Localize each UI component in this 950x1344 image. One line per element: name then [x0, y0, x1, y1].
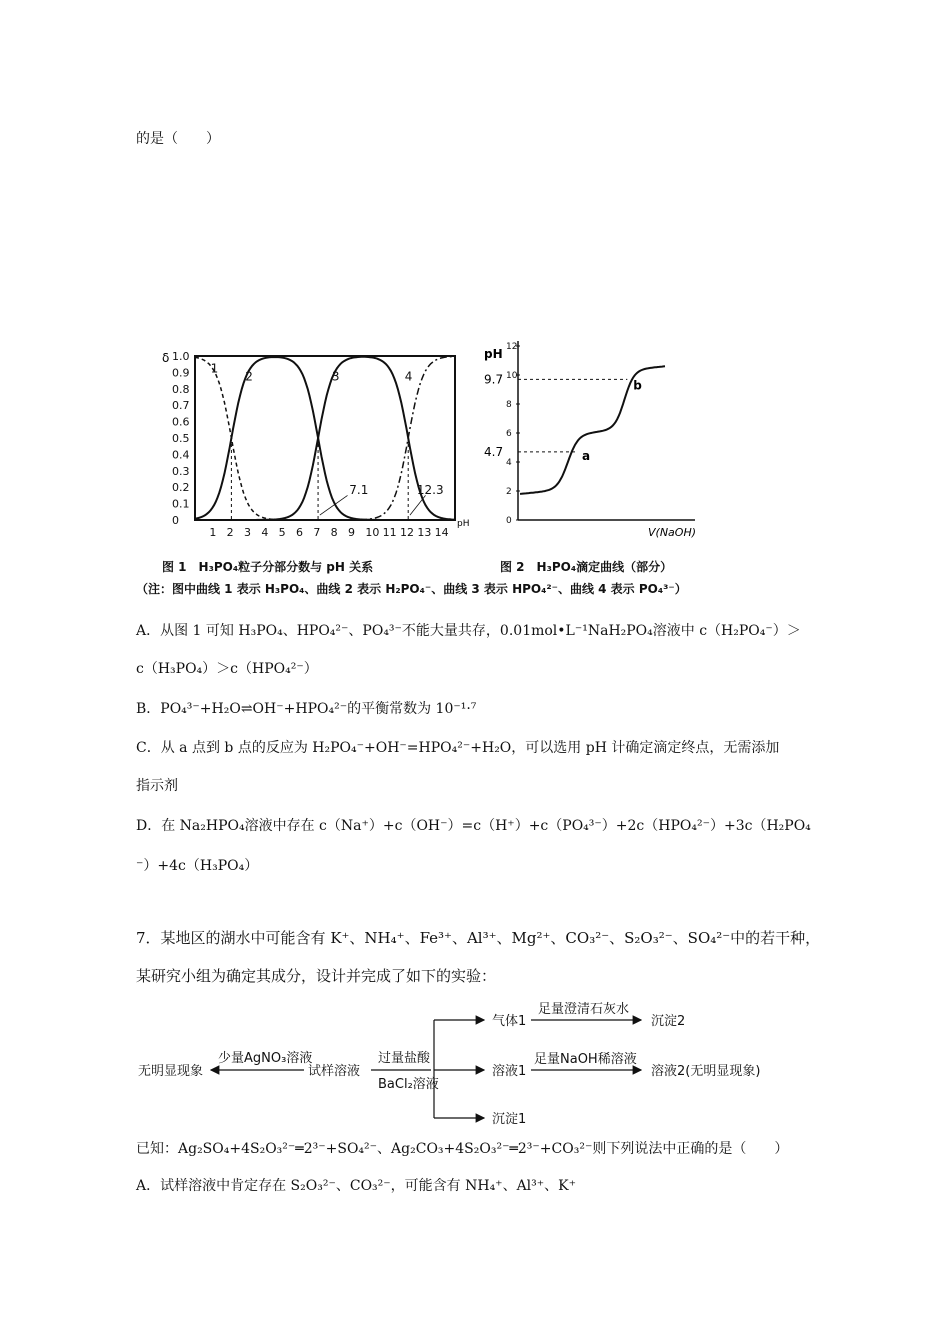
x-tick-label: 4 [261, 526, 269, 539]
x-tick-label: 8 [330, 526, 338, 539]
curve-label: 1 [210, 361, 219, 376]
option-6c-line2: 指示剂 [136, 778, 178, 794]
x-tick-label: 3 [244, 526, 251, 539]
x-tick-label: 11 [382, 526, 397, 539]
y-tick-label: 0.5 [172, 432, 190, 445]
x-tick-label: 5 [278, 526, 286, 539]
x-tick-label: 14 [434, 526, 449, 539]
known-reactions: 已知：Ag₂SO₄+4S₂O₃²⁻═2³⁻+SO₄²⁻、Ag₂CO₃+4S₂O₃²⁻═2³⁻+CO₃²⁻则下列说法中正确的是（ ） [136, 1141, 789, 1157]
x-tick-label: 6 [296, 526, 303, 539]
option-6d-line2: ⁻）+4c（H₃PO₄） [136, 858, 259, 874]
x-tick-label: 12 [400, 526, 414, 539]
solution-1: 溶液1 [492, 1064, 527, 1079]
option-7a: A．试样溶液中肯定存在 S₂O₃²⁻、CO₃²⁻，可能含有 NH₄⁺、Al³⁺、K⁺ [136, 1178, 577, 1194]
y-tick-label: 0.9 [172, 366, 190, 380]
y-symbol: δ [162, 351, 170, 365]
y-tick-label: 0.3 [172, 464, 190, 478]
annotation-7-1: 7.1 [349, 482, 369, 497]
y-tick-label: 2 [506, 487, 512, 497]
value-4-7: 4.7 [484, 444, 504, 459]
precipitate-1: 沉淀1 [492, 1112, 527, 1127]
reagent-bacl2: BaCl₂溶液 [378, 1077, 439, 1092]
figure-2-caption: 图 2 H₃PO₄滴定曲线（部分） [500, 560, 673, 574]
x-tick-label: 2 [226, 526, 234, 539]
left-reagent: 少量AgNO₃溶液 [218, 1051, 313, 1066]
titration-curve [520, 366, 665, 494]
x-tick-label: 1 [209, 526, 217, 539]
option-6d-line1: D．在 Na₂HPO₄溶液中存在 c（Na⁺）+c（OH⁻）=c（H⁺）+c（PO₄³⁻）+2c（HPO₄²⁻）+3c（H₂PO₄ [136, 818, 811, 834]
curve-label: 4 [404, 369, 413, 384]
question-7-line1: 7．某地区的湖水中可能含有 K⁺、NH₄⁺、Fe³⁺、Al³⁺、Mg²⁺、CO₃²⁻、S₂O₃²⁻、SO₄²⁻中的若干种， [136, 929, 821, 947]
question-7-line2: 某研究小组为确定其成分，设计并完成了如下的实验： [136, 967, 497, 985]
y-tick-label: 4 [506, 458, 512, 468]
x-tick-label: 9 [348, 526, 355, 539]
figure-note: （注：图中曲线 1 表示 H₃PO₄、曲线 2 表示 H₂PO₄⁻、曲线 3 表示 HPO₄²⁻、曲线 4 表示 PO₄³⁻） [136, 582, 687, 596]
option-6b: B．PO₄³⁻+H₂O⇌OH⁻+HPO₄²⁻的平衡常数为 10⁻¹·⁷ [136, 701, 477, 717]
figure-1-caption: 图 1 H₃PO₄粒子分部分数与 pH 关系 [162, 560, 374, 574]
x-tick-label: 10 [365, 526, 380, 539]
sample-solution: 试样溶液 [308, 1064, 361, 1079]
left-result: 无明显现象 [138, 1064, 204, 1079]
x-tick-label: 13 [417, 526, 432, 539]
solution-reagent: 足量NaOH稀溶液 [534, 1052, 637, 1067]
curve-label: 3 [331, 369, 340, 384]
x-label: V(NaOH) [648, 526, 697, 539]
x-unit: pH [457, 519, 470, 529]
y-tick-label: 0 [172, 514, 179, 527]
y-tick-label: 0.2 [172, 481, 190, 495]
y-label: pH [484, 347, 503, 361]
question-stem-end: 的是（ ） [136, 131, 220, 147]
x-tick-label: 7 [313, 526, 321, 539]
y-tick-label: 0.8 [172, 382, 190, 396]
option-6a-line1: A．从图 1 可知 H₃PO₄、HPO₄²⁻、PO₄³⁻不能大量共存，0.01mol•L⁻¹NaH₂PO₄溶液中 c（H₂PO₄⁻）＞ [136, 623, 801, 639]
point-b-label: b [633, 378, 642, 393]
gas-1: 气体1 [492, 1014, 527, 1029]
gas-reagent: 足量澄清石灰水 [538, 1002, 630, 1017]
y-tick-label: 8 [506, 400, 512, 410]
y-tick-label: 0.1 [172, 497, 190, 511]
point-a-label: a [582, 448, 591, 463]
y-tick-label: 0.6 [172, 415, 190, 429]
reagent-hcl: 过量盐酸 [378, 1051, 431, 1066]
y-tick-label: 0.4 [172, 448, 190, 462]
figure-1-distribution-chart [160, 336, 470, 556]
curve-label: 2 [245, 369, 253, 384]
y-tick-label: 12 [506, 342, 518, 352]
y-tick-label: 0 [506, 516, 512, 526]
y-tick-label: 6 [506, 429, 512, 439]
y-tick-label: 1.0 [172, 350, 190, 363]
annotation-12-3: 12.3 [416, 482, 444, 497]
y-tick-label: 10 [506, 371, 518, 381]
solution-2: 溶液2(无明显现象) [651, 1064, 761, 1079]
option-6a-line2: c（H₃PO₄）＞c（HPO₄²⁻） [136, 661, 318, 677]
experiment-flowchart [136, 1000, 796, 1130]
value-9-7: 9.7 [484, 372, 504, 387]
precipitate-2: 沉淀2 [651, 1014, 686, 1029]
figure-2-titration-chart [480, 336, 710, 546]
option-6c-line1: C．从 a 点到 b 点的反应为 H₂PO₄⁻+OH⁻=HPO₄²⁻+H₂O，可以选用 pH 计确定滴定终点，无需添加 [136, 740, 780, 756]
y-tick-label: 0.7 [172, 399, 190, 413]
